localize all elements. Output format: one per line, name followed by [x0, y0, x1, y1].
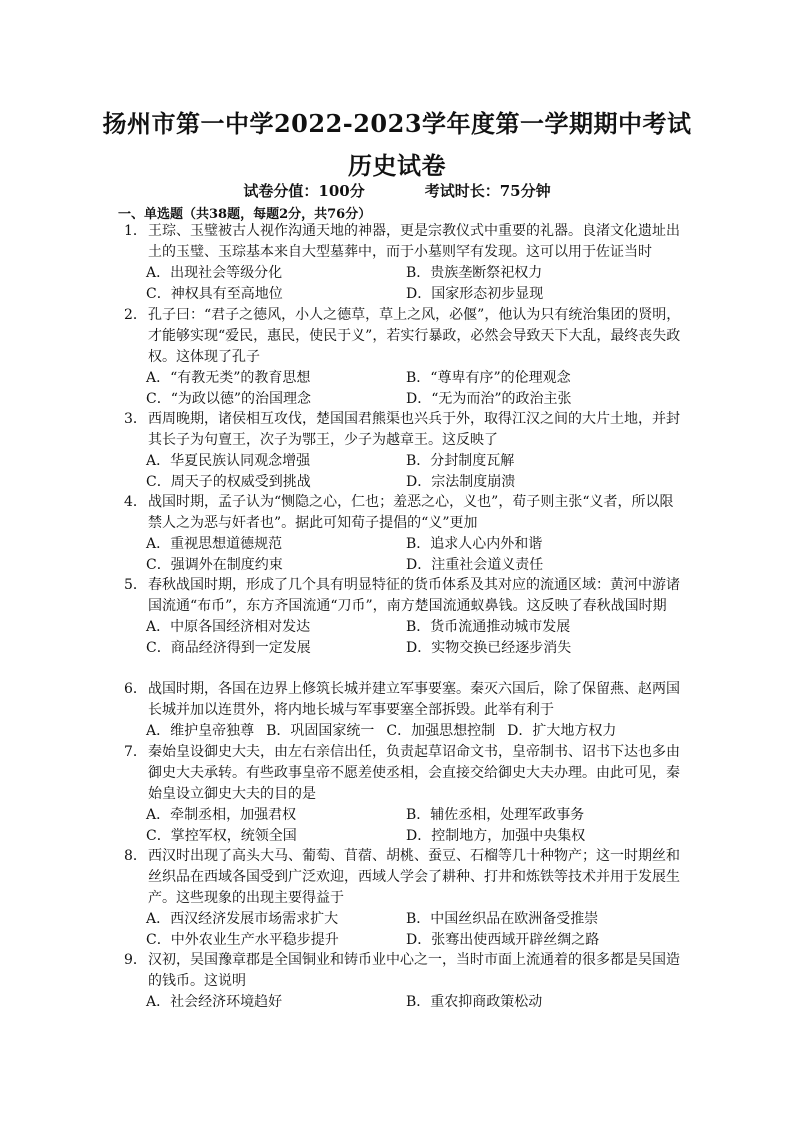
question-number: 4． [124, 494, 147, 510]
question-stem [124, 679, 684, 721]
question-text: 春秋战国时期，形成了几个具有明显特征的货币体系及其对应的流通区域：黄河中游诸国流通“布币”，东方齐国流通“刀币”，南方楚国流通蚁鼻钱。这反映了春秋战国时期 [148, 577, 680, 614]
option-c[interactable]: C．“为政以德”的治国理念 [146, 390, 312, 407]
question-text: 战国时期，各国在边界上修筑长城并建立军事要塞。秦灭六国后，除了保留燕、赵两国长城并加以连贯外，将内地长城与军事要塞全部拆毁。此举有利于 [148, 681, 680, 718]
question-2 [124, 305, 684, 409]
question-number: 6． [124, 681, 147, 697]
option-b[interactable]: B．“尊卑有序”的伦理观念 [406, 370, 571, 386]
option-b[interactable]: B．贵族垄断祭祀权力 [406, 265, 543, 281]
options [146, 368, 684, 409]
option-d[interactable]: D．控制地方，加强中央集权 [406, 827, 586, 844]
question-3 [124, 409, 684, 492]
question-stem [124, 221, 684, 263]
question-4 [124, 492, 684, 575]
option-b[interactable]: B．中国丝织品在欧洲备受推崇 [406, 911, 599, 927]
question-7 [124, 742, 684, 846]
options [146, 263, 684, 304]
option-c[interactable]: C．掌控军权，统领全国 [146, 827, 297, 844]
option-d[interactable]: D．张骞出使西域开辟丝绸之路 [406, 931, 600, 948]
question-stem [124, 492, 684, 534]
score-label: 试卷分值：100分 [243, 182, 365, 200]
option-a[interactable]: A．中原各国经济相对发达 [146, 619, 311, 635]
section-heading: 一、单选题（共38题，每题2分，共76分） [118, 207, 372, 222]
question-stem [124, 305, 684, 368]
options [146, 992, 684, 1013]
question-text: 秦始皇设御史大夫，由左右亲信出任，负责起草诏命文书，皇帝制书、诏书下达也多由御史大夫承转。有些政事皇帝不愿差使丞相，会直接交给御史大夫办理。由此可见，秦始皇设立御史大夫的目的是 [148, 744, 680, 802]
question-number: 7． [124, 744, 147, 760]
option-a[interactable]: A．出现社会等级分化 [146, 265, 283, 281]
question-stem [124, 742, 684, 805]
options [146, 534, 684, 575]
option-a[interactable]: A．西汉经济发展市场需求扩大 [146, 911, 339, 927]
option-a[interactable]: A．华夏民族认同观念增强 [146, 453, 311, 469]
question-number: 8． [124, 848, 147, 864]
question-text: 孔子曰：“君子之德风，小人之德草，草上之风，必偃”，他认为只有统治集团的贤明，才能够实现“爱民，惠民，使民于义”，若实行暴政，必然会导致天下大乱，最终丧失政权。这体现了孔子 [148, 307, 681, 365]
question-text: 战国时期，孟子认为“恻隐之心，仁也；羞恶之心，义也”，荀子则主张“义者，所以限禁人之为恶与奸者也”。据此可知荀子提倡的“义”更加 [148, 494, 674, 531]
option-b[interactable]: B．追求人心内外和谐 [406, 536, 543, 552]
question-5 [124, 575, 684, 658]
question-text: 西汉时出现了高头大马、葡萄、苜蓿、胡桃、蚕豆、石榴等几十种物产；这一时期丝和丝织品在西域各国受到广泛欢迎，西域人学会了耕种、打井和炼铁等技术并用于发展生产。这些现象的出现主要得益于 [148, 848, 680, 906]
option-c[interactable]: C．加强思想控制 [386, 723, 496, 739]
option-a[interactable]: A．“有教无类”的教育思想 [146, 370, 311, 386]
exam-title: 扬州市第一中学2022-2023学年度第一学期期中考试 [102, 109, 692, 138]
option-c[interactable]: C．强调外在制度约束 [146, 556, 283, 573]
option-a[interactable]: A．维护皇帝独尊 [146, 723, 255, 739]
option-b[interactable]: B．重农抑商政策松动 [406, 994, 543, 1010]
question-number: 5． [124, 577, 147, 593]
option-c[interactable]: C．神权具有至高地位 [146, 285, 283, 302]
question-number: 1． [124, 223, 147, 239]
question-text: 王琮、玉璧被古人视作沟通天地的神器，更是宗教仪式中重要的礼器。良渚文化遗址出土的玉璧、玉琮基本来自大型墓葬中，而于小墓则罕有发现。这可以用于佐证当时 [148, 223, 680, 260]
question-text: 西周晚期，诸侯相互攻伐，楚国国君熊渠也兴兵于外，取得江汉之间的大片土地，并封其长子为句亶王，次子为鄂王，少子为越章王。这反映了 [148, 411, 680, 448]
option-b[interactable]: B．辅佐丞相，处理军政事务 [406, 807, 585, 823]
question-stem [124, 950, 684, 992]
option-a[interactable]: A．牵制丞相，加强君权 [146, 807, 297, 823]
option-d[interactable]: D．扩大地方权力 [507, 723, 617, 739]
option-b[interactable]: B．货币流通推动城市发展 [406, 619, 571, 635]
question-1 [124, 221, 684, 304]
option-a[interactable]: A．重视思想道德规范 [146, 536, 283, 552]
question-stem [124, 846, 684, 909]
question-9 [124, 950, 684, 1013]
options [146, 451, 684, 492]
question-number: 2． [124, 307, 147, 323]
option-d[interactable]: D．“无为而治”的政治主张 [406, 390, 572, 407]
option-c[interactable]: C．商品经济得到一定发展 [146, 639, 311, 656]
option-b[interactable]: B．分封制度瓦解 [406, 453, 515, 469]
option-d[interactable]: D．国家形态初步显现 [406, 285, 544, 302]
option-d[interactable]: D．宗法制度崩溃 [406, 473, 516, 490]
question-number: 9． [124, 952, 147, 968]
question-number: 3． [124, 411, 147, 427]
question-stem [124, 409, 684, 451]
question-6 [124, 679, 684, 742]
question-stem [124, 575, 684, 617]
options [146, 909, 684, 950]
option-b[interactable]: B．巩固国家统一 [266, 723, 375, 739]
options [146, 805, 684, 846]
question-8 [124, 846, 684, 950]
exam-meta [0, 180, 794, 201]
option-a[interactable]: A．社会经济环境趋好 [146, 994, 283, 1010]
time-label: 考试时长：75分钟 [424, 182, 551, 200]
option-d[interactable]: D．注重社会道义责任 [406, 556, 544, 573]
exam-subject-title: 历史试卷 [348, 151, 446, 180]
option-c[interactable]: C．中外农业生产水平稳步提升 [146, 931, 339, 948]
options [146, 721, 684, 742]
option-c[interactable]: C．周天子的权威受到挑战 [146, 473, 311, 490]
option-d[interactable]: D．实物交换已经逐步消失 [406, 639, 572, 656]
question-text: 汉初，吴国豫章郡是全国铜业和铸币业中心之一，当时市面上流通着的很多都是吴国造的钱币。这说明 [148, 952, 680, 989]
options [146, 617, 684, 658]
